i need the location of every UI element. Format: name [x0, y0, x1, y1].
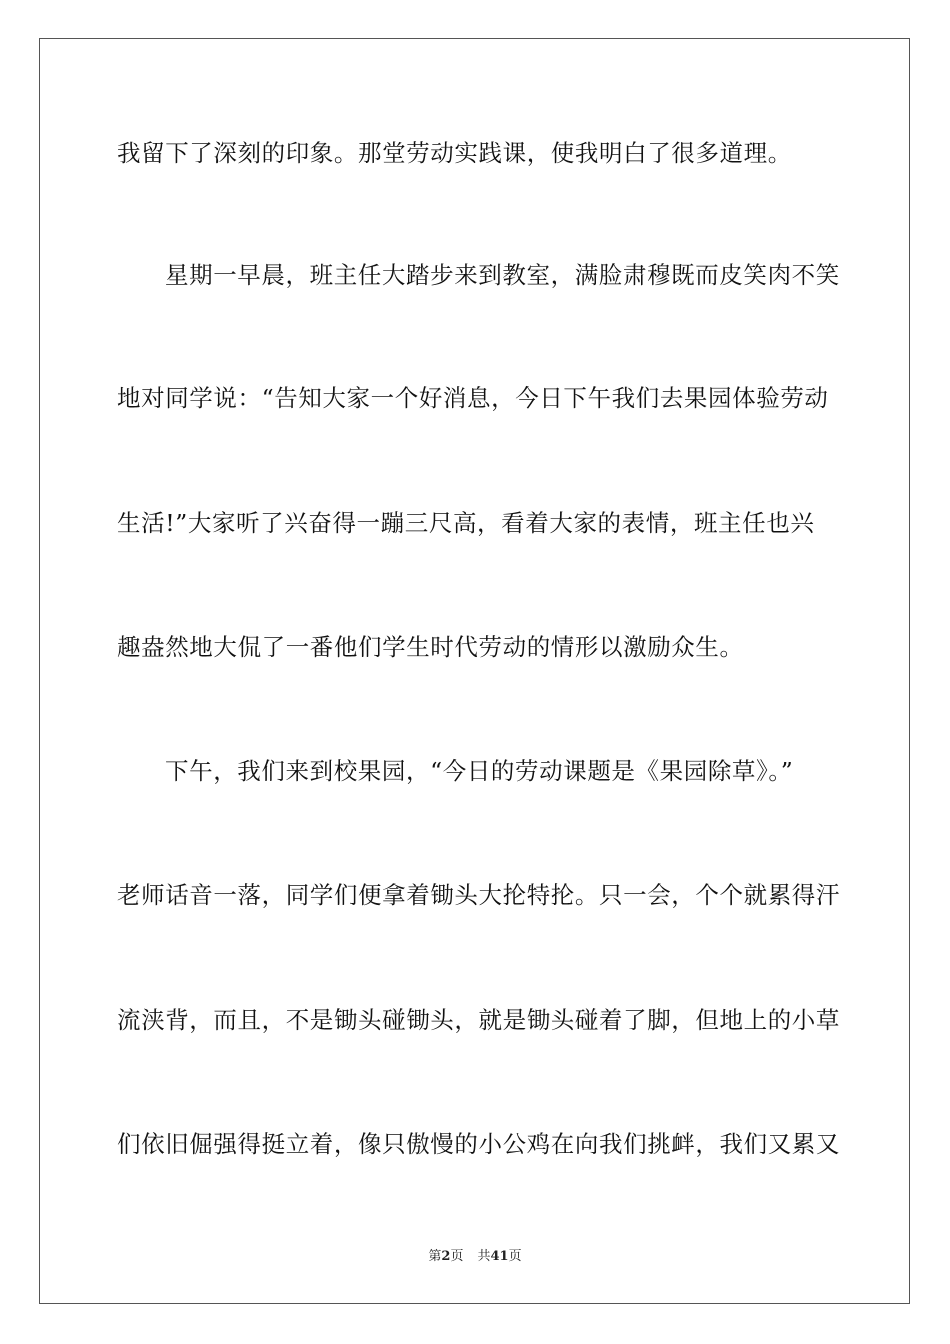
text-line-9: 们依旧倔强得挺立着，像只傲慢的小公鸡在向我们挑衅，我们又累又 [117, 1130, 840, 1158]
text-line-5: 趣盎然地大侃了一番他们学生时代劳动的情形以激励众生。 [117, 633, 744, 661]
page-border [39, 38, 910, 1304]
total-pages: 41 [490, 1249, 509, 1264]
text-line-7: 老师话音一落，同学们便拿着锄头大抡特抡。只一会，个个就累得汗 [117, 881, 840, 909]
text-line-3: 地对同学说：“告知大家一个好消息，今日下午我们去果园体验劳动 [117, 384, 829, 412]
page-number: 2 [441, 1249, 451, 1264]
page-footer [0, 1248, 950, 1266]
total-suffix: 页 [508, 1249, 522, 1264]
text-line-4: 生活!”大家听了兴奋得一蹦三尺高，看着大家的表情，班主任也兴 [117, 509, 815, 537]
total-prefix: 共 [477, 1249, 491, 1264]
text-line-1: 我留下了深刻的印象。那堂劳动实践课，使我明白了很多道理。 [117, 139, 792, 167]
text-line-8: 流浃背，而且，不是锄头碰锄头，就是锄头碰着了脚，但地上的小草 [117, 1006, 840, 1034]
page-suffix: 页 [450, 1249, 464, 1264]
text-line-2: 星期一早晨，班主任大踏步来到教室，满脸肃穆既而皮笑肉不笑 [165, 261, 840, 289]
page-prefix: 第 [428, 1249, 442, 1264]
text-line-6: 下午，我们来到校果园，“今日的劳动课题是《果园除草》。” [165, 757, 794, 785]
